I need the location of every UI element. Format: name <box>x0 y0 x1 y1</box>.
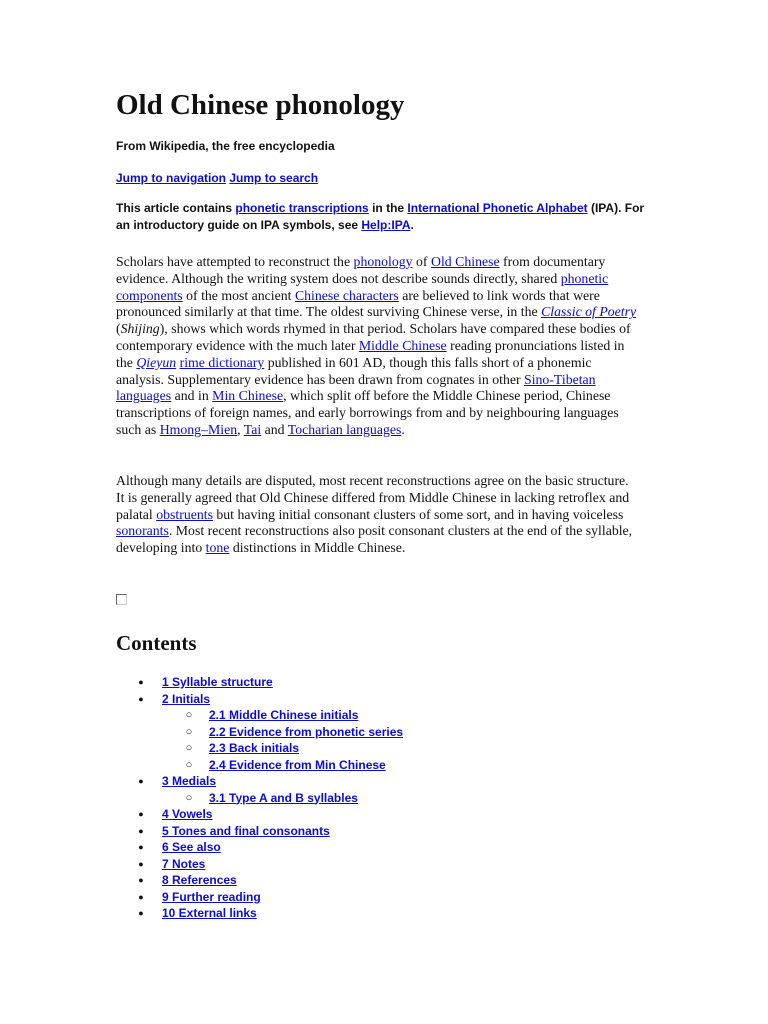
paragraph-text: of <box>412 254 431 269</box>
paragraph-text: reading pronunciations listed in the <box>116 337 625 370</box>
paragraph-text: but having initial consonant clusters of some sort, and in having voiceless <box>212 506 624 522</box>
toc-item <box>116 839 646 856</box>
link-old-chinese[interactable]: Old Chinese <box>430 254 500 269</box>
toc-link-evidence-phonetic-series[interactable]: 2.2 Evidence from phonetic series <box>209 724 404 739</box>
link-international-phonetic-alphabet[interactable]: International Phonetic Alphabet <box>407 201 588 215</box>
toc-item <box>116 806 646 823</box>
link-sonorants[interactable]: sonorants <box>116 523 169 539</box>
paragraph-text: distinctions in Middle Chinese. <box>229 540 406 556</box>
circle-bullet-icon: ○ <box>185 709 193 721</box>
toc-item <box>116 872 646 889</box>
toc-subitem <box>116 724 646 741</box>
paragraph-text: are believed to link words that were pronounced similarly at that time. The oldest surviving Chinese verse, in the <box>116 287 600 320</box>
link-phonetic-transcriptions[interactable]: phonetic transcriptions <box>235 201 369 215</box>
toc-item <box>116 674 646 691</box>
link-hmong-mien[interactable]: Hmong–Mien <box>159 421 238 437</box>
bullet-icon: ● <box>138 891 144 902</box>
bullet-icon: ● <box>138 677 144 687</box>
toc-link-vowels[interactable]: 4 Vowels <box>162 807 213 821</box>
paragraph-text: ( <box>116 321 121 337</box>
toc-subitem <box>116 740 646 757</box>
link-middle-chinese[interactable]: Middle Chinese <box>358 337 447 353</box>
link-tocharian-languages[interactable]: Tocharian languages <box>287 421 402 437</box>
link-rime-dictionary[interactable]: rime dictionary <box>179 354 265 370</box>
bullet-icon: ● <box>138 858 144 869</box>
bullet-icon: ● <box>138 825 144 836</box>
table-of-contents <box>116 674 646 922</box>
bullet-icon: ● <box>138 776 144 786</box>
toc-item <box>116 856 646 873</box>
toc-link-tones-final-consonants[interactable]: 5 Tones and final consonants <box>162 823 330 838</box>
toc-link-evidence-min-chinese[interactable]: 2.4 Evidence from Min Chinese <box>209 757 386 772</box>
paragraph-text: , which split off before the Middle Chinese period, Chinese transcriptions of foreign names, and early borrowings from and by neighbouring languages such as <box>116 388 619 437</box>
toc-link-further-reading[interactable]: 9 Further reading <box>162 889 261 904</box>
link-qieyun[interactable]: Qieyun <box>136 354 177 370</box>
circle-bullet-icon: ○ <box>185 791 193 804</box>
toc-subitem <box>116 707 646 724</box>
jump-links <box>116 170 318 187</box>
paragraph-text: and <box>261 421 288 437</box>
toc-item <box>116 905 646 922</box>
bullet-icon: ● <box>138 875 144 885</box>
toc-item <box>116 823 646 840</box>
bullet-icon: ● <box>138 809 144 819</box>
bullet-icon: ● <box>138 842 144 852</box>
paragraph-text: published in 601 AD, though this falls short of a phonemic analysis. Supplementary evidence has been drawn from cognates in other <box>116 354 592 387</box>
toc-link-back-initials[interactable]: 2.3 Back initials <box>209 741 300 755</box>
paragraph-text: and in <box>171 388 213 404</box>
toc-link-see-also[interactable]: 6 See also <box>162 840 221 854</box>
toc-subitem <box>116 790 646 807</box>
paragraph-text: , <box>237 421 244 437</box>
toc-link-medials[interactable]: 3 Medials <box>162 774 217 788</box>
link-phonetic-components[interactable]: phonetic components <box>116 270 609 303</box>
notice-text: (IPA). For an introductory guide on IPA symbols, see <box>116 201 645 232</box>
intro-paragraph-1 <box>116 254 640 439</box>
link-phonology[interactable]: phonology <box>353 254 413 269</box>
intro-paragraph-2 <box>116 473 640 557</box>
paragraph-text: Scholars have attempted to reconstruct the <box>116 254 354 269</box>
notice-text: This article contains <box>116 201 236 215</box>
page-subtitle: From Wikipedia, the free encyclopedia <box>116 139 335 153</box>
toc-link-external-links[interactable]: 10 External links <box>162 906 257 920</box>
link-tone[interactable]: tone <box>205 540 230 556</box>
jump-to-navigation-link[interactable]: Jump to navigation <box>116 171 227 185</box>
bullet-icon: ● <box>138 908 144 918</box>
toc-link-middle-chinese-initials[interactable]: 2.1 Middle Chinese initials <box>209 708 359 722</box>
link-tai[interactable]: Tai <box>243 421 262 437</box>
paragraph-text: ), shows which words rhymed in that period. Scholars have compared these bodies of contemporary evidence with the much later <box>116 321 631 353</box>
toc-link-syllable-structure[interactable]: 1 Syllable structure <box>162 675 273 689</box>
bullet-icon: ● <box>138 693 144 704</box>
circle-bullet-icon: ○ <box>185 742 193 754</box>
paragraph-text: . Most recent reconstructions also posit consonant clusters at the end of the syllable, developing into <box>116 523 633 556</box>
contents-heading: Contents <box>116 631 197 655</box>
circle-bullet-icon: ○ <box>185 758 193 771</box>
jump-to-search-link[interactable]: Jump to search <box>229 171 319 185</box>
toc-subitem <box>116 757 646 774</box>
link-classic-of-poetry[interactable]: Classic of Poetry <box>541 304 637 320</box>
ipa-notice <box>116 200 646 234</box>
page-title: Old Chinese phonology <box>116 89 405 121</box>
notice-text: in the <box>368 201 408 215</box>
link-chinese-characters[interactable]: Chinese characters <box>294 287 399 303</box>
toc-link-references[interactable]: 8 References <box>162 873 237 887</box>
toc-item <box>116 773 646 790</box>
paragraph-text: from documentary evidence. Although the writing system does not describe sounds directly, shared <box>116 254 606 286</box>
circle-bullet-icon: ○ <box>185 725 193 738</box>
paragraph-text: of the most ancient <box>182 287 295 303</box>
link-sino-tibetan-languages[interactable]: Sino-Tibetan languages <box>116 371 596 404</box>
toc-item <box>116 691 646 708</box>
notice-text: . <box>410 218 414 232</box>
link-obstruents[interactable]: obstruents <box>156 506 213 522</box>
paragraph-text: . <box>401 421 405 437</box>
toc-item <box>116 889 646 906</box>
link-min-chinese[interactable]: Min Chinese <box>212 388 284 404</box>
broken-image-icon <box>116 594 127 605</box>
paragraph-text: Although many details are disputed, most recent reconstructions agree on the basic structure. It is generally agreed that Old Chinese differed from Middle Chinese in lacking retroflex and palatal <box>116 473 630 522</box>
toc-link-initials[interactable]: 2 Initials <box>162 691 211 706</box>
link-help-ipa[interactable]: Help:IPA <box>361 218 411 232</box>
toc-link-type-a-b-syllables[interactable]: 3.1 Type A and B syllables <box>209 790 358 805</box>
shijing-term: Shijing <box>120 321 160 337</box>
toc-link-notes[interactable]: 7 Notes <box>162 856 206 871</box>
